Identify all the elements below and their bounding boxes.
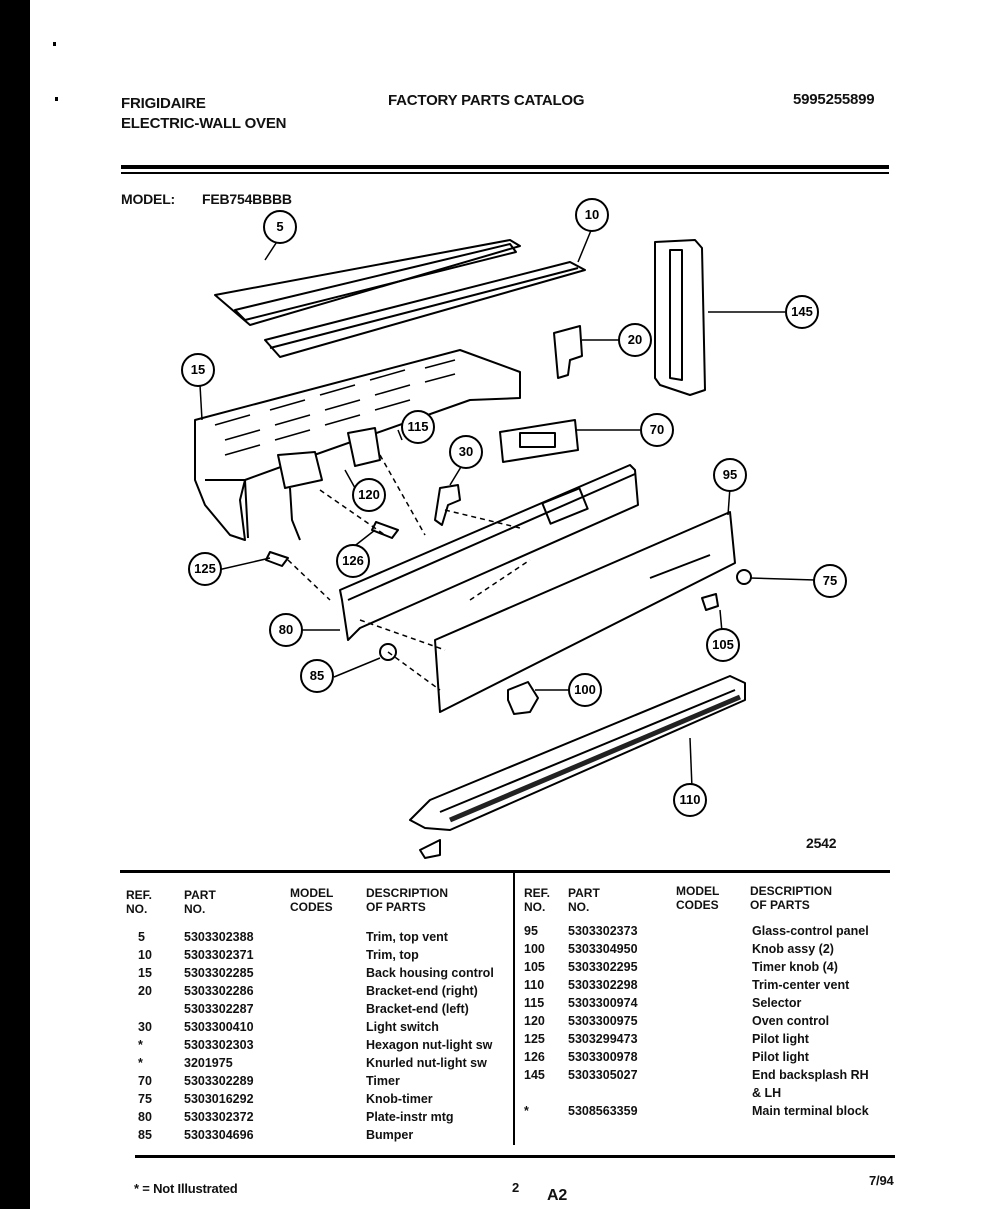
part-number-cell: 5303300975: [568, 1014, 638, 1028]
header-codes-right: MODEL CODES: [676, 884, 720, 912]
callout-110: 110: [673, 783, 707, 817]
part-number-cell: 5303302287: [184, 1002, 254, 1016]
part-number-cell: 5303304696: [184, 1128, 254, 1142]
ref-cell: 70: [138, 1074, 152, 1088]
header-ref-right: REF. NO.: [524, 886, 551, 914]
part-number-cell: 5303302373: [568, 924, 638, 938]
parts-table: [120, 870, 900, 1160]
callout-120: 120: [352, 478, 386, 512]
part-number-cell: 5303302372: [184, 1110, 254, 1124]
description-cell: Plate-instr mtg: [366, 1110, 454, 1124]
ref-cell: 30: [138, 1020, 152, 1034]
table-row: [518, 958, 898, 976]
part-number-cell: 3201975: [184, 1056, 233, 1070]
ref-cell: 80: [138, 1110, 152, 1124]
part-number-cell: 5303302388: [184, 930, 254, 944]
footer-note: * = Not Illustrated: [134, 1181, 238, 1196]
ref-cell: 126: [524, 1050, 545, 1064]
model-value: FEB754BBBB: [202, 191, 292, 207]
ref-cell: 20: [138, 984, 152, 998]
description-cell: Trim, top: [366, 948, 419, 962]
part-number-cell: 5303300974: [568, 996, 638, 1010]
callout-125: 125: [188, 552, 222, 586]
description-cell: Timer: [366, 1074, 400, 1088]
callout-layer: [30, 0, 1000, 860]
table-center-divider: [513, 870, 515, 1145]
table-row: [120, 946, 510, 964]
ref-cell: 15: [138, 966, 152, 980]
part-number-cell: 5303299473: [568, 1032, 638, 1046]
part-number-cell: 5303302371: [184, 948, 254, 962]
description-cell: Hexagon nut-light sw: [366, 1038, 493, 1052]
table-row: [518, 1048, 898, 1066]
description-cell: Knob assy (2): [752, 942, 834, 956]
description-cell: Light switch: [366, 1020, 439, 1034]
part-number-cell: 5303302303: [184, 1038, 254, 1052]
table-row: [120, 1018, 510, 1036]
description-cell: Trim-center vent: [752, 978, 850, 992]
callout-10: 10: [575, 198, 609, 232]
table-row: [518, 994, 898, 1012]
table-row: [518, 1084, 898, 1102]
footer-page: 2: [512, 1180, 520, 1195]
callout-85: 85: [300, 659, 334, 693]
ref-cell: 5: [138, 930, 145, 944]
description-cell: Timer knob (4): [752, 960, 838, 974]
table-row: [120, 1054, 510, 1072]
ref-cell: 95: [524, 924, 538, 938]
header-ref: REF. NO.: [126, 888, 153, 916]
table-row: [120, 1000, 510, 1018]
brand-name: FRIGIDAIRE: [121, 95, 206, 112]
ref-cell: 10: [138, 948, 152, 962]
part-number-cell: 5303302295: [568, 960, 638, 974]
callout-126: 126: [336, 544, 370, 578]
ref-cell: 125: [524, 1032, 545, 1046]
ref-cell: 85: [138, 1128, 152, 1142]
description-cell: Oven control: [752, 1014, 830, 1028]
header-desc-right: DESCRIPTION OF PARTS: [750, 884, 833, 912]
part-number-cell: 5303304950: [568, 942, 638, 956]
table-row: [518, 1102, 898, 1120]
table-row: [518, 1012, 898, 1030]
description-cell: Pilot light: [752, 1032, 809, 1046]
ref-cell: 75: [138, 1092, 152, 1106]
table-row: [120, 982, 510, 1000]
table-row: [120, 1090, 510, 1108]
part-number-cell: 5303302286: [184, 984, 254, 998]
table-row: [120, 1126, 510, 1144]
table-row: [120, 964, 510, 982]
ref-cell: *: [138, 1038, 143, 1052]
callout-80: 80: [269, 613, 303, 647]
footer-code: A2: [547, 1187, 568, 1204]
description-cell: Trim, top vent: [366, 930, 448, 944]
callout-20: 20: [618, 323, 652, 357]
part-number-cell: 5303300978: [568, 1050, 638, 1064]
header-desc: DESCRIPTION OF PARTS: [366, 886, 449, 914]
part-number-cell: 5303305027: [568, 1068, 638, 1082]
table-row: [518, 940, 898, 958]
product-name: ELECTRIC-WALL OVEN: [121, 115, 287, 132]
part-number-cell: 5308563359: [568, 1104, 638, 1118]
description-cell: Main terminal block: [752, 1104, 869, 1118]
table-bottom-rule: [135, 1155, 895, 1158]
description-cell: Bracket-end (right): [366, 984, 478, 998]
description-cell: Selector: [752, 996, 802, 1010]
table-row: [518, 1030, 898, 1048]
callout-5: 5: [263, 210, 297, 244]
catalog-page: [30, 0, 1000, 1209]
ref-cell: *: [524, 1104, 529, 1118]
callout-15: 15: [181, 353, 215, 387]
table-row: [518, 922, 898, 940]
description-cell: Pilot light: [752, 1050, 809, 1064]
description-cell: Back housing control: [366, 966, 494, 980]
left-rows: [120, 928, 510, 1144]
right-rows: [518, 922, 898, 1120]
ref-cell: *: [138, 1056, 143, 1070]
callout-30: 30: [449, 435, 483, 469]
part-number-cell: 5303300410: [184, 1020, 254, 1034]
header-part: PART NO.: [184, 888, 216, 916]
footer-date: 7/94: [869, 1173, 894, 1188]
description-cell: & LH: [752, 1086, 782, 1100]
table-row: [120, 1072, 510, 1090]
callout-115: 115: [401, 410, 435, 444]
callout-75: 75: [813, 564, 847, 598]
table-row: [120, 1108, 510, 1126]
table-row: [120, 1036, 510, 1054]
ref-cell: 145: [524, 1068, 545, 1082]
callout-145: 145: [785, 295, 819, 329]
callout-100: 100: [568, 673, 602, 707]
description-cell: Knob-timer: [366, 1092, 433, 1106]
description-cell: Bracket-end (left): [366, 1002, 469, 1016]
ref-cell: 110: [524, 978, 545, 992]
figure-number: 2542: [806, 835, 837, 851]
table-top-rule: [120, 870, 890, 873]
part-number-cell: 5303302298: [568, 978, 638, 992]
callout-95: 95: [713, 458, 747, 492]
table-row: [518, 976, 898, 994]
ref-cell: 105: [524, 960, 545, 974]
header-part-right: PART NO.: [568, 886, 600, 914]
header-codes: MODEL CODES: [290, 886, 334, 914]
description-cell: End backsplash RH: [752, 1068, 869, 1082]
callout-105: 105: [706, 628, 740, 662]
table-row: [120, 928, 510, 946]
description-cell: Knurled nut-light sw: [366, 1056, 487, 1070]
model-label: MODEL:: [121, 191, 176, 207]
part-number-cell: 5303302289: [184, 1074, 254, 1088]
callout-70: 70: [640, 413, 674, 447]
ref-cell: 120: [524, 1014, 545, 1028]
ref-cell: 100: [524, 942, 545, 956]
description-cell: Bumper: [366, 1128, 414, 1142]
catalog-number: 5995255899: [793, 91, 875, 108]
part-number-cell: 5303016292: [184, 1092, 254, 1106]
catalog-title: FACTORY PARTS CATALOG: [388, 92, 585, 109]
description-cell: Glass-control panel: [752, 924, 869, 938]
part-number-cell: 5303302285: [184, 966, 254, 980]
ref-cell: 115: [524, 996, 545, 1010]
table-row: [518, 1066, 898, 1084]
